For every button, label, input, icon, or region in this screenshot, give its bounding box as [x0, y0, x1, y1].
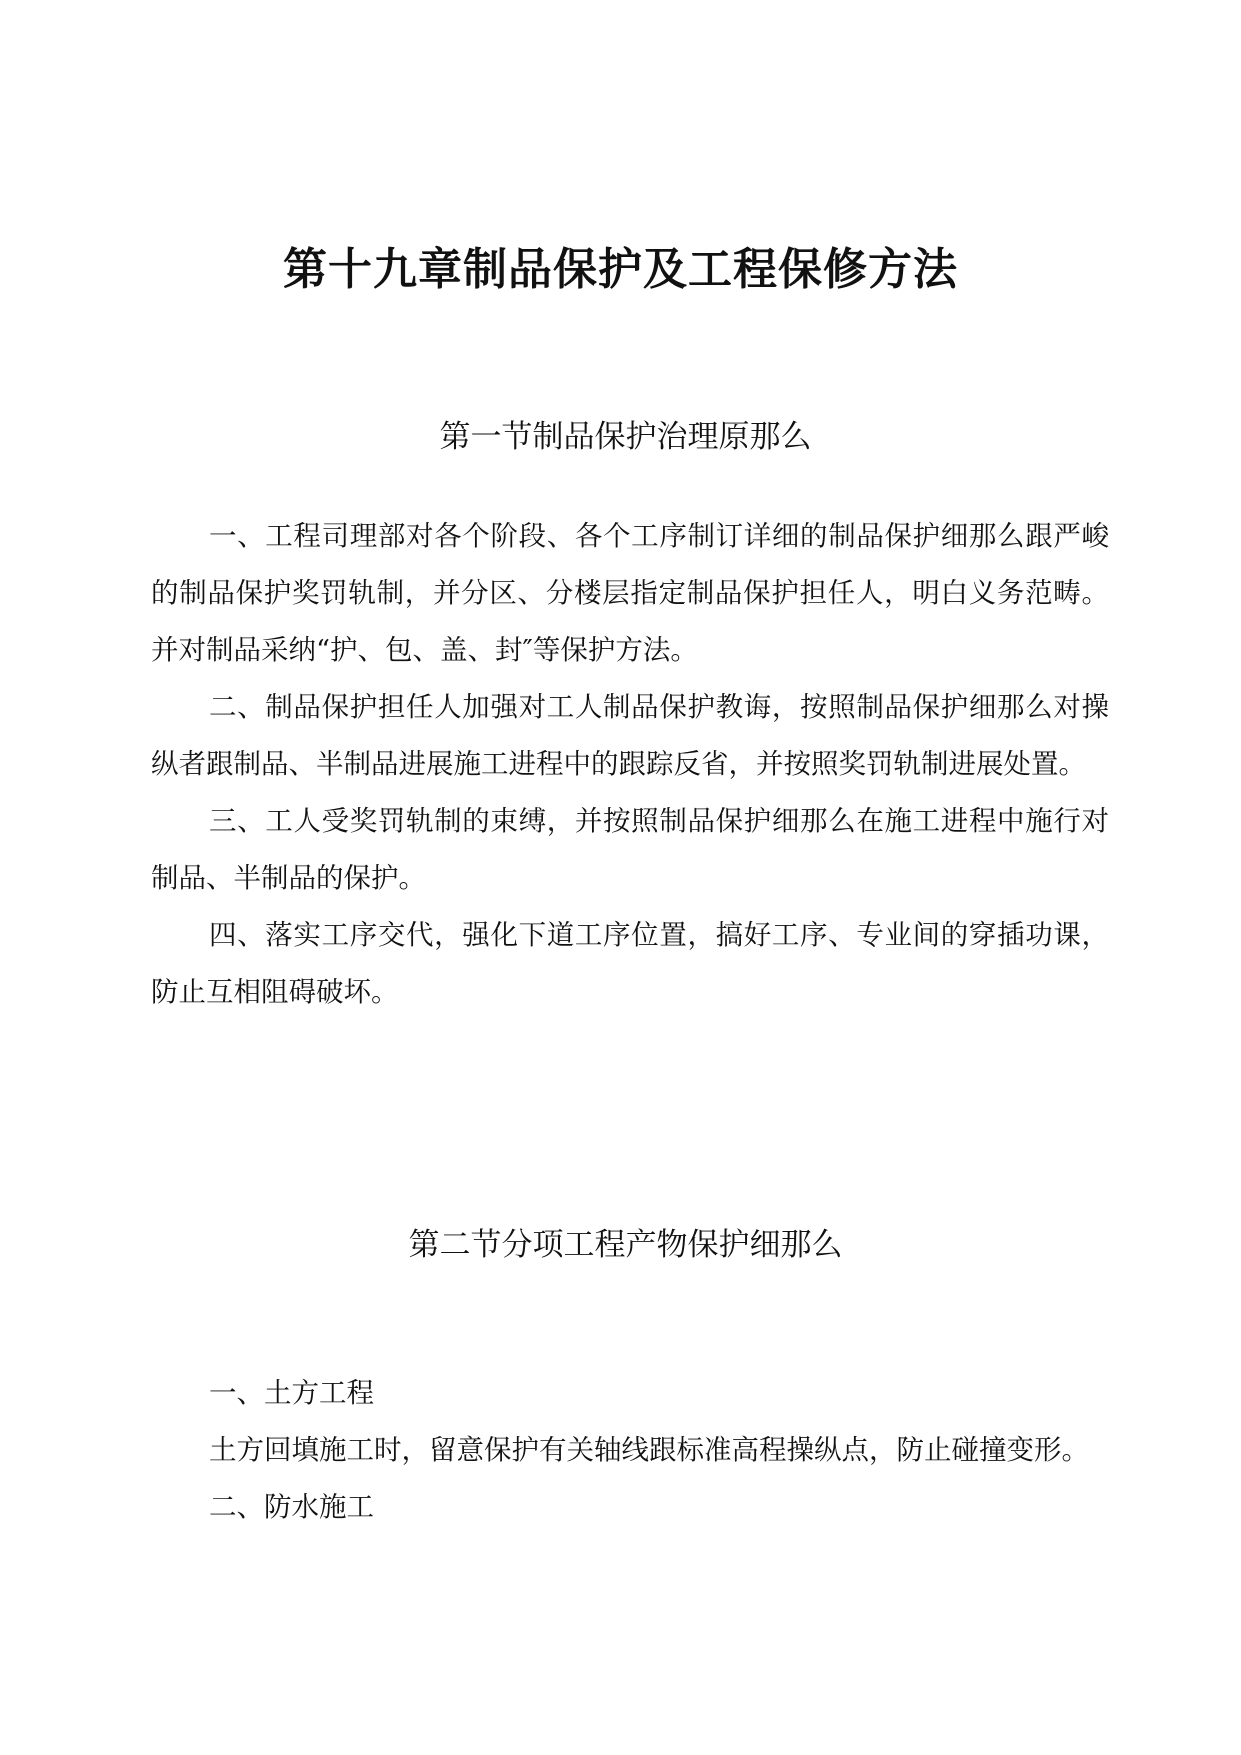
paragraph: 四、落实工序交代，强化下道工序位置，搞好工序、专业间的穿插功课，防止互相阻碍破坏。 — [151, 919, 1109, 1008]
paragraph: 土方回填施工时，留意保护有关轴线跟标准高程操纵点，防止碰撞变形。 — [209, 1434, 1089, 1466]
section-title-2: 第二节分项工程产物保护细那么 — [408, 1227, 843, 1263]
section-title-1: 第一节制品保护治理原那么 — [439, 419, 812, 455]
paragraph: 三、工人受奖罚轨制的束缚，并按照制品保护细那么在施工进程中施行对制品、半制品的保护。 — [151, 805, 1109, 894]
section-2-body — [151, 1365, 1109, 1536]
paragraph: 一、土方工程 — [209, 1377, 374, 1409]
paragraph: 二、制品保护担任人加强对工人制品保护教诲，按照制品保护细那么对操纵者跟制品、半制品进展施工进程中的跟踪反省，并按照奖罚轨制进展处置。 — [151, 691, 1109, 780]
paragraph: 二、防水施工 — [209, 1491, 374, 1523]
paragraph: 一、工程司理部对各个阶段、各个工序制订详细的制品保护细那么跟严峻的制品保护奖罚轨制，并分区、分楼层指定制品保护担任人，明白义务范畴。并对制品采纳“护、包、盖、封″等保护方法。 — [151, 520, 1109, 666]
chapter-title: 第十九章制品保护及工程保修方法 — [283, 244, 958, 295]
section-1-body — [151, 508, 1109, 1021]
